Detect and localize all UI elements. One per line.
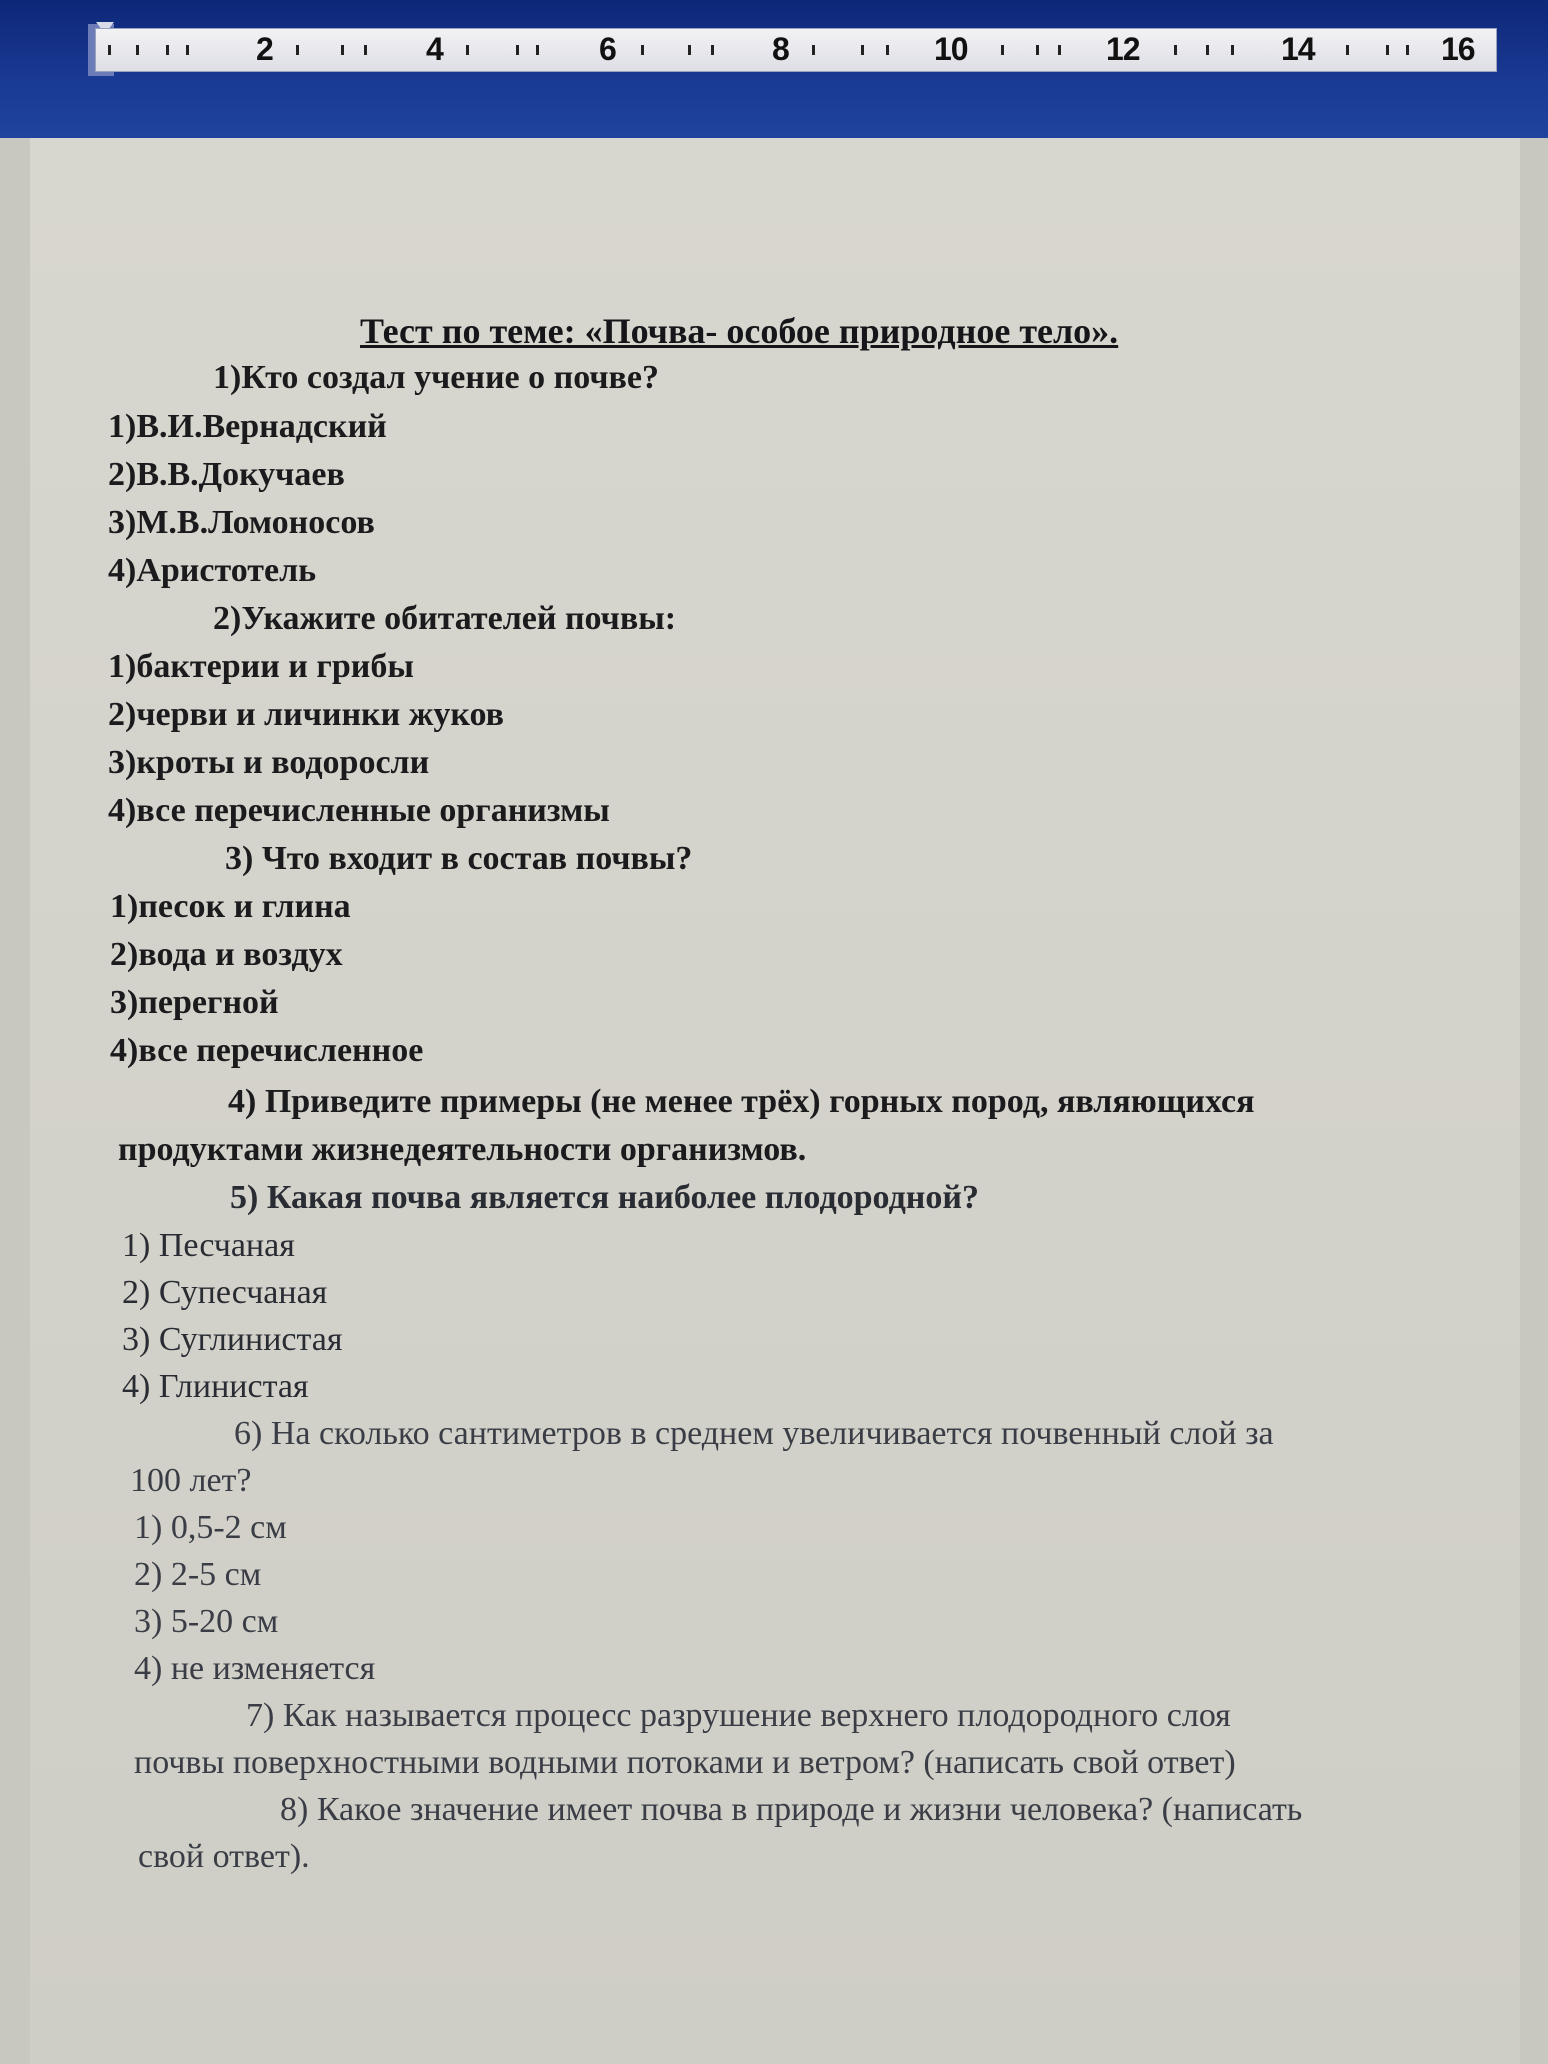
answer-option: 3)кроты и водоросли xyxy=(108,744,430,781)
answer-option: 3) Суглинистая xyxy=(122,1321,343,1358)
ruler-number: 16 xyxy=(1441,31,1475,67)
answer-option: 4) Глинистая xyxy=(122,1368,309,1405)
ruler-number: 4 xyxy=(426,31,443,67)
answer-option: 2) 2-5 см xyxy=(134,1556,262,1593)
question-8-continued: свой ответ). xyxy=(138,1838,310,1875)
answer-option: 4)все перечисленное xyxy=(110,1032,424,1069)
answer-option: 1)песок и глина xyxy=(110,888,351,925)
answer-option: 2)вода и воздух xyxy=(110,936,343,973)
question-3: 3) Что входит в состав почвы? xyxy=(225,840,693,877)
answer-option: 1)В.И.Вернадский xyxy=(108,408,387,445)
answer-option: 4)Аристотель xyxy=(108,552,317,589)
ruler-number: 2 xyxy=(256,31,273,67)
question-7: 7) Как называется процесс разрушение верхнего плодородного слоя xyxy=(246,1697,1231,1734)
ruler-number: 10 xyxy=(934,31,968,67)
question-6-continued: 100 лет? xyxy=(130,1462,252,1499)
question-1: 1)Кто создал учение о почве? xyxy=(213,359,659,396)
question-8: 8) Какое значение имеет почва в природе и жизни человека? (написать xyxy=(280,1791,1303,1828)
answer-option: 4)все перечисленные организмы xyxy=(108,792,610,829)
question-6: 6) На сколько сантиметров в среднем увеличивается почвенный слой за xyxy=(234,1415,1274,1452)
answer-option: 1) Песчаная xyxy=(122,1227,295,1264)
answer-option: 2)черви и личинки жуков xyxy=(108,696,505,733)
answer-option: 4) не изменяется xyxy=(134,1650,376,1687)
answer-option: 3)перегной xyxy=(110,984,279,1021)
answer-option: 1)бактерии и грибы xyxy=(108,648,414,685)
ruler-number: 14 xyxy=(1281,31,1315,67)
ruler-number: 6 xyxy=(599,31,616,67)
answer-option: 3) 5-20 см xyxy=(134,1603,279,1640)
question-7-continued: почвы поверхностными водными потоками и ветром? (написать свой ответ) xyxy=(134,1744,1236,1781)
ruler-number: 12 xyxy=(1106,31,1140,67)
question-2: 2)Укажите обитателей почвы: xyxy=(213,600,677,637)
document-title: Тест по теме: «Почва- особое природное тело». xyxy=(360,311,1119,351)
answer-option: 2)В.В.Докучаев xyxy=(108,456,345,493)
question-4-continued: продуктами жизнедеятельности организмов. xyxy=(118,1131,807,1168)
answer-option: 3)М.В.Ломоносов xyxy=(108,504,375,541)
ruler-number: 8 xyxy=(772,31,789,67)
question-4: 4) Приведите примеры (не менее трёх) горных пород, являющихся xyxy=(228,1083,1255,1120)
answer-option: 1) 0,5-2 см xyxy=(134,1509,287,1546)
question-5: 5) Какая почва является наиболее плодородной? xyxy=(230,1179,979,1216)
answer-option: 2) Супесчаная xyxy=(122,1274,328,1311)
